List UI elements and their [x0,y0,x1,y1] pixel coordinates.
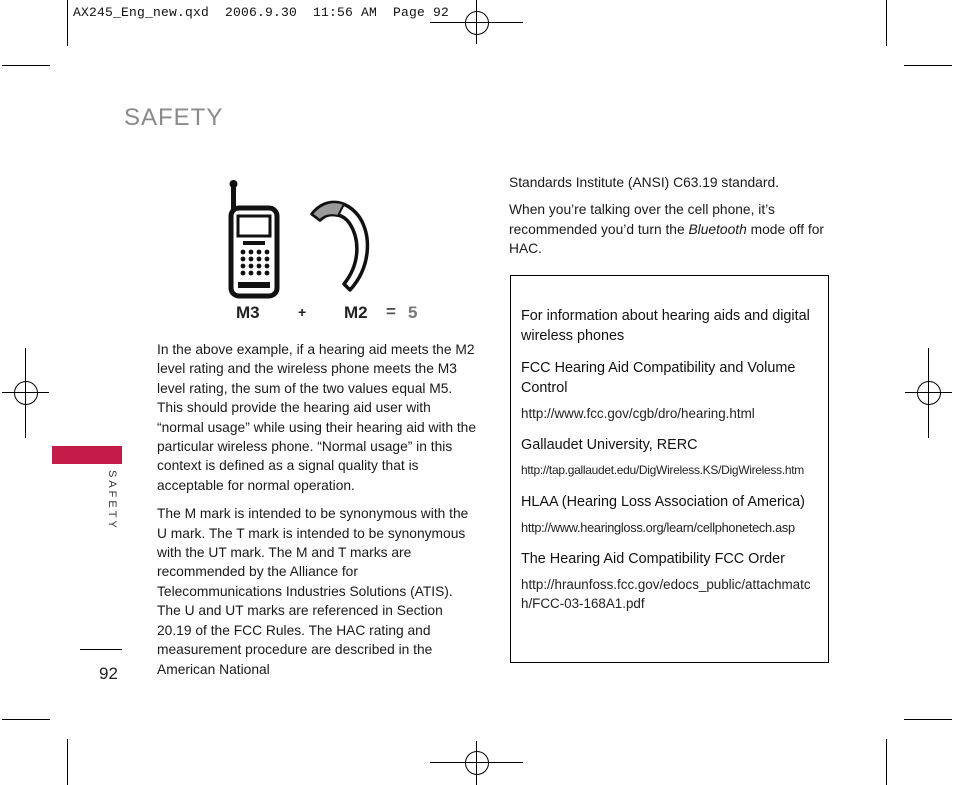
page-number: 92 [99,664,118,683]
resource-heading: HLAA (Hearing Loss Association of America) [521,494,805,510]
resource-link[interactable]: http://www.hearingloss.org/learn/cellphonetech.asp [521,520,795,535]
resource-heading: The Hearing Aid Compatibility FCC Order [521,551,785,567]
hearing-aid-icon [312,202,367,290]
resource-heading: FCC Hearing Aid Compatibility and Volume Control [521,360,796,396]
page-number-rule [80,649,122,650]
left-column [157,340,479,679]
paragraph-bluetooth: When you’re talking over the cell phone, it’s recommended you’d turn the Bluetooth mode off for HAC. [509,202,824,257]
paragraph-example: In the above example, if a hearing aid meets the M2 level rating and the wireless phone meets the M3 level rating, the sum of the two values equal M5. This should provide the hearing aid user with “normal usage” while using their hearing aid with the particular wireless phone. “Normal usage” in this context is defined as a signal quality that is acceptable for normal operation. [157,342,477,493]
sum-value: 5 [408,303,418,322]
phone-rating-label: M3 [236,303,260,322]
cell-phone-icon [230,180,278,296]
section-tab [52,446,122,464]
hearing-aid-resources-box [510,275,829,663]
right-column [509,173,839,259]
equals-sign: = [386,302,396,321]
resources-intro: For information about hearing aids and digital wireless phones [521,308,810,344]
side-tab-label: SAFETY [106,470,118,531]
print-slug: AX245_Eng_new.qxd 2006.9.30 11:56 AM Page 92 [73,5,450,20]
hac-rating-figure [226,178,426,323]
plus-sign: + [298,304,307,320]
aid-rating-label: M2 [344,303,368,322]
resource-heading: Gallaudet University, RERC [521,437,698,453]
resource-link[interactable]: http://www.fcc.gov/cgb/dro/hearing.html [521,406,755,421]
paragraph-marks: The M mark is intended to be synonymous with the U mark. The T mark is intended to be synonymous with the UT mark. The M and T marks are recommended by the Alliance for Telecommunications Industries Solutions (ATIS). The U and UT marks are referenced in Section 20.19 of the FCC Rules. The HAC rating and measurement procedure are described in the American National [157,506,469,677]
resource-link[interactable]: http://hraunfoss.fcc.gov/edocs_public/attachmatch/FCC-03-168A1.pdf [521,577,811,611]
paragraph-ansi: Standards Institute (ANSI) C63.19 standard. [509,175,779,190]
resource-link[interactable]: http://tap.gallaudet.edu/DigWireless.KS/DigWireless.htm [521,463,804,477]
bluetooth-term: Bluetooth [688,221,747,237]
section-title: SAFETY [124,104,224,131]
